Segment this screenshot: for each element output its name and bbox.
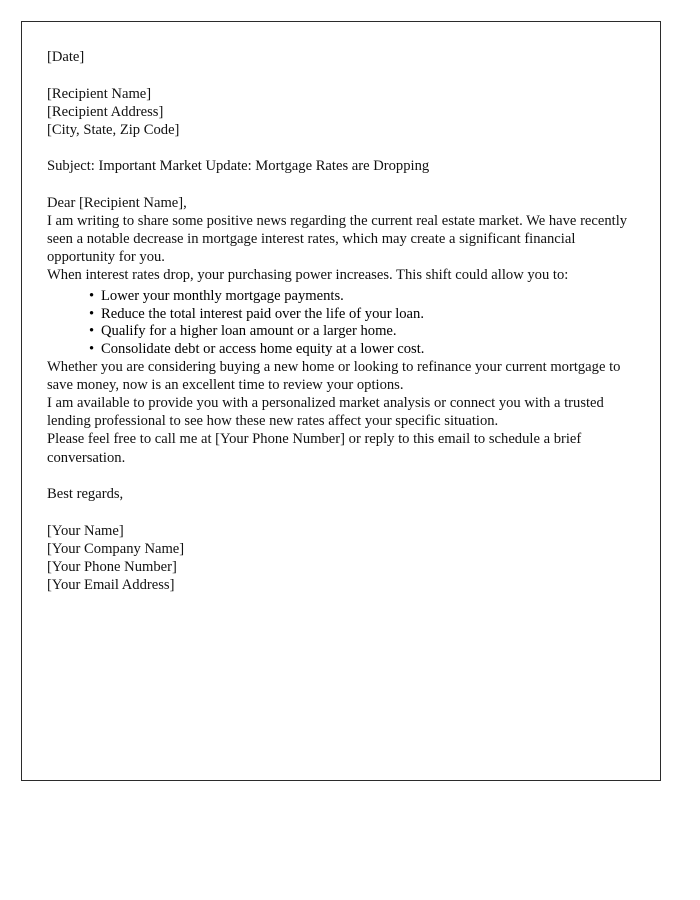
body-paragraph-2: When interest rates drop, your purchasing power increases. This shift could allow you to: <box>47 267 569 284</box>
recipient-address-block <box>47 85 630 139</box>
recipient-city-state-zip: [City, State, Zip Code] <box>47 121 180 138</box>
list-item <box>89 323 630 340</box>
signature-phone: [Your Phone Number] <box>47 558 177 575</box>
signature-block <box>47 522 630 594</box>
list-item <box>89 341 630 358</box>
recipient-address: [Recipient Address] <box>47 103 164 120</box>
list-item-label: Qualify for a higher loan amount or a larger home. <box>101 323 397 340</box>
list-item <box>89 306 630 323</box>
benefits-list <box>47 288 630 358</box>
closing-line: Best regards, <box>47 486 124 503</box>
list-item-label: Consolidate debt or access home equity at a lower cost. <box>101 340 425 357</box>
recipient-name: [Recipient Name] <box>47 85 152 102</box>
letter-body <box>22 22 660 594</box>
letter-page <box>21 21 661 781</box>
bullet-dot-icon: • <box>89 305 95 322</box>
list-item <box>89 288 630 305</box>
date-line: [Date] <box>47 49 85 65</box>
bullet-dot-icon: • <box>89 323 95 340</box>
bullet-dot-icon: • <box>89 340 95 357</box>
date-block <box>47 48 630 66</box>
salutation-block <box>47 194 630 212</box>
closing-block <box>47 485 630 503</box>
signature-company: [Your Company Name] <box>47 540 185 557</box>
body-paragraph-4: I am available to provide you with a personalized market analysis or connect you with a trusted lending professional to see how these new rates affect your specific situation. <box>47 395 604 430</box>
body-paragraph-3: Whether you are considering buying a new home or looking to refinance your current mortgage to save money, now is an excellent time to review your options. <box>47 359 621 394</box>
signature-email: [Your Email Address] <box>47 577 175 593</box>
subject-block <box>47 157 630 175</box>
list-item-label: Reduce the total interest paid over the life of your loan. <box>101 305 424 322</box>
bullet-dot-icon: • <box>89 288 95 305</box>
list-item-label: Lower your monthly mortgage payments. <box>101 288 344 305</box>
body-paragraph-5: Please feel free to call me at [Your Phone Number] or reply to this email to schedule a brief conversation. <box>47 431 582 466</box>
salutation-line: Dear [Recipient Name], <box>47 194 187 211</box>
subject-line: Subject: Important Market Update: Mortgage Rates are Dropping <box>47 158 430 175</box>
signature-name: [Your Name] <box>47 522 124 539</box>
body-paragraph-1: I am writing to share some positive news regarding the current real estate market. We have recently seen a notable decrease in mortgage interest rates, which may create a significant financial opportunity for you. <box>47 213 628 266</box>
